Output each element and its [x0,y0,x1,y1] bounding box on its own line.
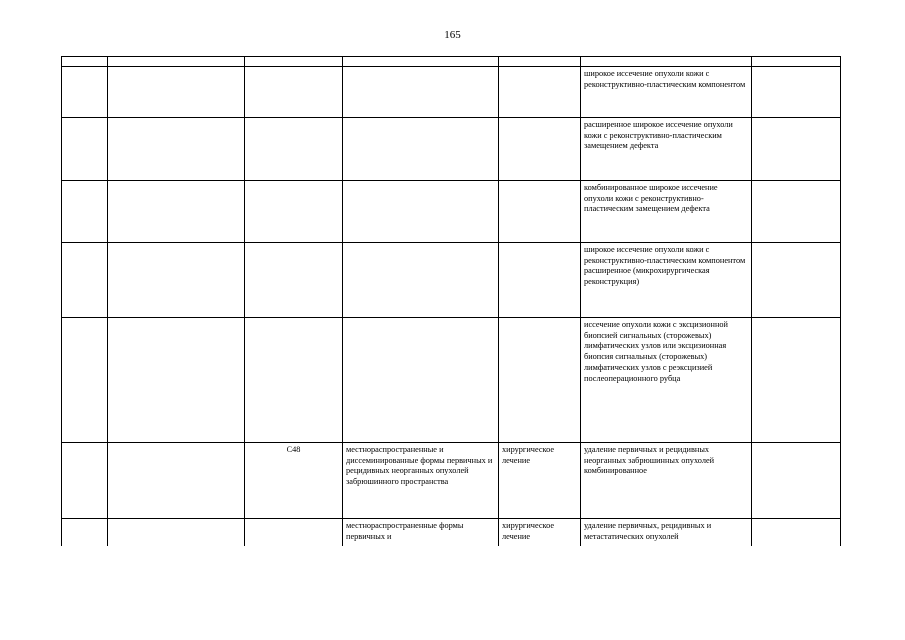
code-cell [245,318,343,443]
header-cell [245,57,343,67]
table-row [62,318,841,443]
diagnosis-cell: местнораспространенные и диссеминированные формы первичных и рецидивных неорганных опухолей забрюшинного пространства [343,443,499,519]
group-cell [108,181,245,243]
header-cell [108,57,245,67]
group-cell [108,443,245,519]
number-cell [62,318,108,443]
treatment-type-cell [499,118,581,181]
header-cell [752,57,841,67]
group-cell [108,519,245,546]
method-cell: комбинированное широкое иссечение опухоли кожи с реконструктивно-пластическим замещением дефекта [581,181,752,243]
code-cell: C48 [245,443,343,519]
extra-cell [752,519,841,546]
method-cell: иссечение опухоли кожи с эксцизионной биопсией сигнальных (сторожевых) лимфатических узлов или эксцизионная биопсия сигнальных (сторожевых) лимфатических узлов с реэксцизией послеоперационного рубца [581,318,752,443]
extra-cell [752,243,841,318]
group-cell [108,243,245,318]
diagnosis-cell [343,243,499,318]
number-cell [62,181,108,243]
table-row [62,519,841,546]
diagnosis-cell [343,181,499,243]
header-cell [62,57,108,67]
treatment-type-cell: хирургическое лечение [499,519,581,546]
extra-cell [752,443,841,519]
page-number: 165 [444,29,461,41]
extra-cell [752,118,841,181]
table-row [62,67,841,118]
number-cell [62,118,108,181]
number-cell [62,67,108,118]
table-row [62,181,841,243]
diagnosis-cell [343,67,499,118]
treatment-type-cell [499,243,581,318]
extra-cell [752,67,841,118]
group-cell [108,67,245,118]
method-cell: удаление первичных, рецидивных и метастатических опухолей [581,519,752,546]
group-cell [108,118,245,181]
document-table [61,56,841,546]
code-cell [245,181,343,243]
table-row [62,243,841,318]
code-cell [245,243,343,318]
header-cell [499,57,581,67]
code-cell [245,118,343,181]
number-cell [62,443,108,519]
number-cell [62,519,108,546]
header-cell [581,57,752,67]
code-cell [245,67,343,118]
treatment-type-cell [499,318,581,443]
header-cell [343,57,499,67]
treatment-type-cell [499,181,581,243]
diagnosis-cell [343,318,499,443]
table-row [62,118,841,181]
treatment-type-cell [499,67,581,118]
method-cell: широкое иссечение опухоли кожи с реконструктивно-пластическим компонентом [581,67,752,118]
group-cell [108,318,245,443]
extra-cell [752,318,841,443]
method-cell: расширенное широкое иссечение опухоли кожи с реконструктивно-пластическим замещением дефекта [581,118,752,181]
number-cell [62,243,108,318]
diagnosis-cell [343,118,499,181]
table-header-row [62,57,841,67]
treatment-type-cell: хирургическое лечение [499,443,581,519]
table-row [62,443,841,519]
method-cell: удаление первичных и рецидивных неорганных забрюшинных опухолей комбинированное [581,443,752,519]
code-cell [245,519,343,546]
extra-cell [752,181,841,243]
diagnosis-cell: местнораспространенные формы первичных и [343,519,499,546]
method-cell: широкое иссечение опухоли кожи с реконструктивно-пластическим компонентом расширенное (микрохирургическая реконструкция) [581,243,752,318]
